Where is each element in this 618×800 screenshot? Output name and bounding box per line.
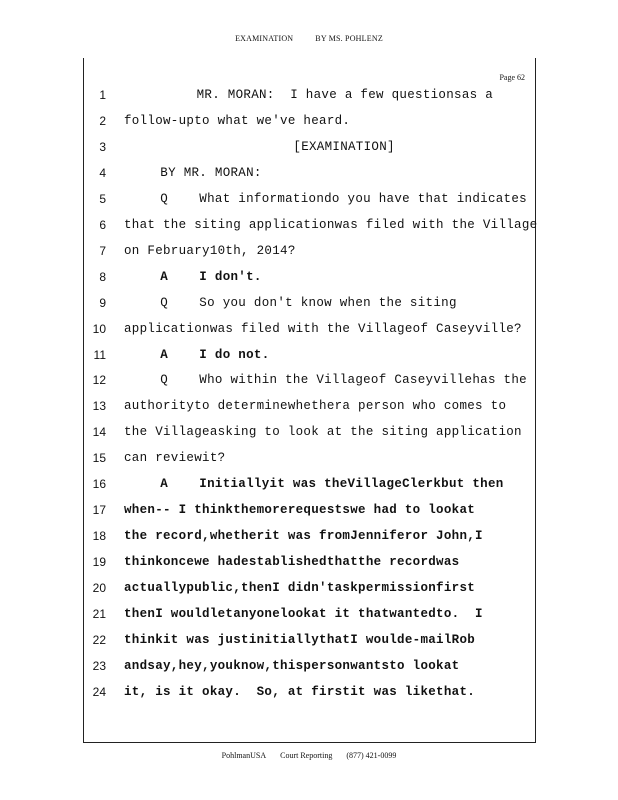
line-number: 5 [99,191,106,206]
line-number: 19 [92,555,106,570]
line-text: when-- I thinkthemorerequestswe had to lookat [124,503,476,518]
line-number: 13 [92,399,106,414]
line-text: Q So you don't know when the siting [160,295,457,310]
line-text: follow-upto what we've heard. [124,113,351,128]
line-text: andsay,hey,youknow,thispersonwantsto lookat [124,658,460,673]
transcript-line [0,448,618,468]
transcript-line [0,319,618,339]
line-text: [EXAMINATION] [293,139,395,154]
line-text: thinkit was justinitiallythatI woulde-mailRob [124,632,476,647]
line-number: 9 [99,295,106,310]
line-text: actuallypublic,thenI didn'taskpermissionfirst [124,581,476,596]
page-footer [0,751,618,760]
transcript-line [0,604,618,624]
line-text: thenI wouldletanyonelookat it thatwantedto. I [124,607,483,621]
transcript-line [0,578,618,598]
line-number: 1 [99,88,106,102]
line-text: the record,whetherit was fromJenniferor John,I [124,529,483,544]
transcript-line [0,656,618,676]
transcript-line [0,85,618,105]
line-number: 16 [92,477,106,492]
line-text: A I do not. [160,347,270,362]
line-number: 11 [93,347,106,362]
line-text: A I don't. [160,269,262,284]
line-number: 24 [92,684,106,699]
line-number: 18 [92,529,106,544]
line-number: 8 [99,269,106,284]
header-section: EXAMINATION [235,34,294,43]
line-text: on February10th, 2014? [124,243,296,258]
line-number: 12 [92,373,106,388]
transcript-line [0,293,618,313]
transcript-line [0,163,618,183]
transcript-line [0,137,618,157]
line-text: thinkoncewe hadestablishedthatthe recordwas [124,555,460,570]
line-number: 20 [92,581,106,596]
transcript-line [0,111,618,131]
transcript-line [0,500,618,520]
transcript-line [0,396,618,416]
line-text: authorityto determinewhethera person who comes to [124,399,507,414]
line-text: A Initiallyit was theVillageClerkbut then [160,477,504,492]
line-number: 17 [92,503,106,518]
footer-service: Court Reporting [280,751,333,760]
transcript-line [0,630,618,650]
line-number: 15 [92,451,106,466]
transcript-line [0,526,618,546]
line-text: MR. MORAN: I have a few questionsas a [196,88,494,102]
line-number: 7 [99,243,106,258]
line-number: 4 [99,165,106,180]
transcript-line [0,345,618,365]
transcript-line [0,474,618,494]
page-number: Page 62 [499,73,525,82]
line-number: 21 [92,607,106,621]
footer-phone: (877) 421-0099 [346,751,397,760]
line-text: Q What informationdo you have that indicates [160,191,527,206]
header-examiner: BY MS. POHLENZ [315,34,383,43]
line-number: 2 [99,113,106,128]
line-number: 14 [92,425,106,440]
transcript-line [0,241,618,261]
transcript-line [0,267,618,287]
line-number: 6 [99,217,106,232]
line-number: 22 [92,632,106,647]
transcript-line [0,682,618,702]
footer-company: PohlmanUSA [221,751,267,760]
transcript-line [0,552,618,572]
line-number: 10 [92,321,106,336]
transcript-line [0,215,618,235]
transcript-line [0,189,618,209]
line-number: 3 [99,139,106,154]
line-text: the Villageasking to look at the siting application [124,425,522,440]
line-text: Q Who within the Villageof Caseyvillehas the [160,373,527,388]
line-text: applicationwas filed with the Villageof Caseyville? [124,321,522,336]
transcript-line [0,370,618,390]
line-number: 23 [92,658,106,673]
line-text: that the siting applicationwas filed with the Village [124,217,538,232]
line-text: can reviewit? [124,451,226,466]
line-text: it, is it okay. So, at firstit was likethat. [124,684,476,699]
transcript-line [0,422,618,442]
line-text: BY MR. MORAN: [160,165,262,180]
page-header [0,34,618,43]
